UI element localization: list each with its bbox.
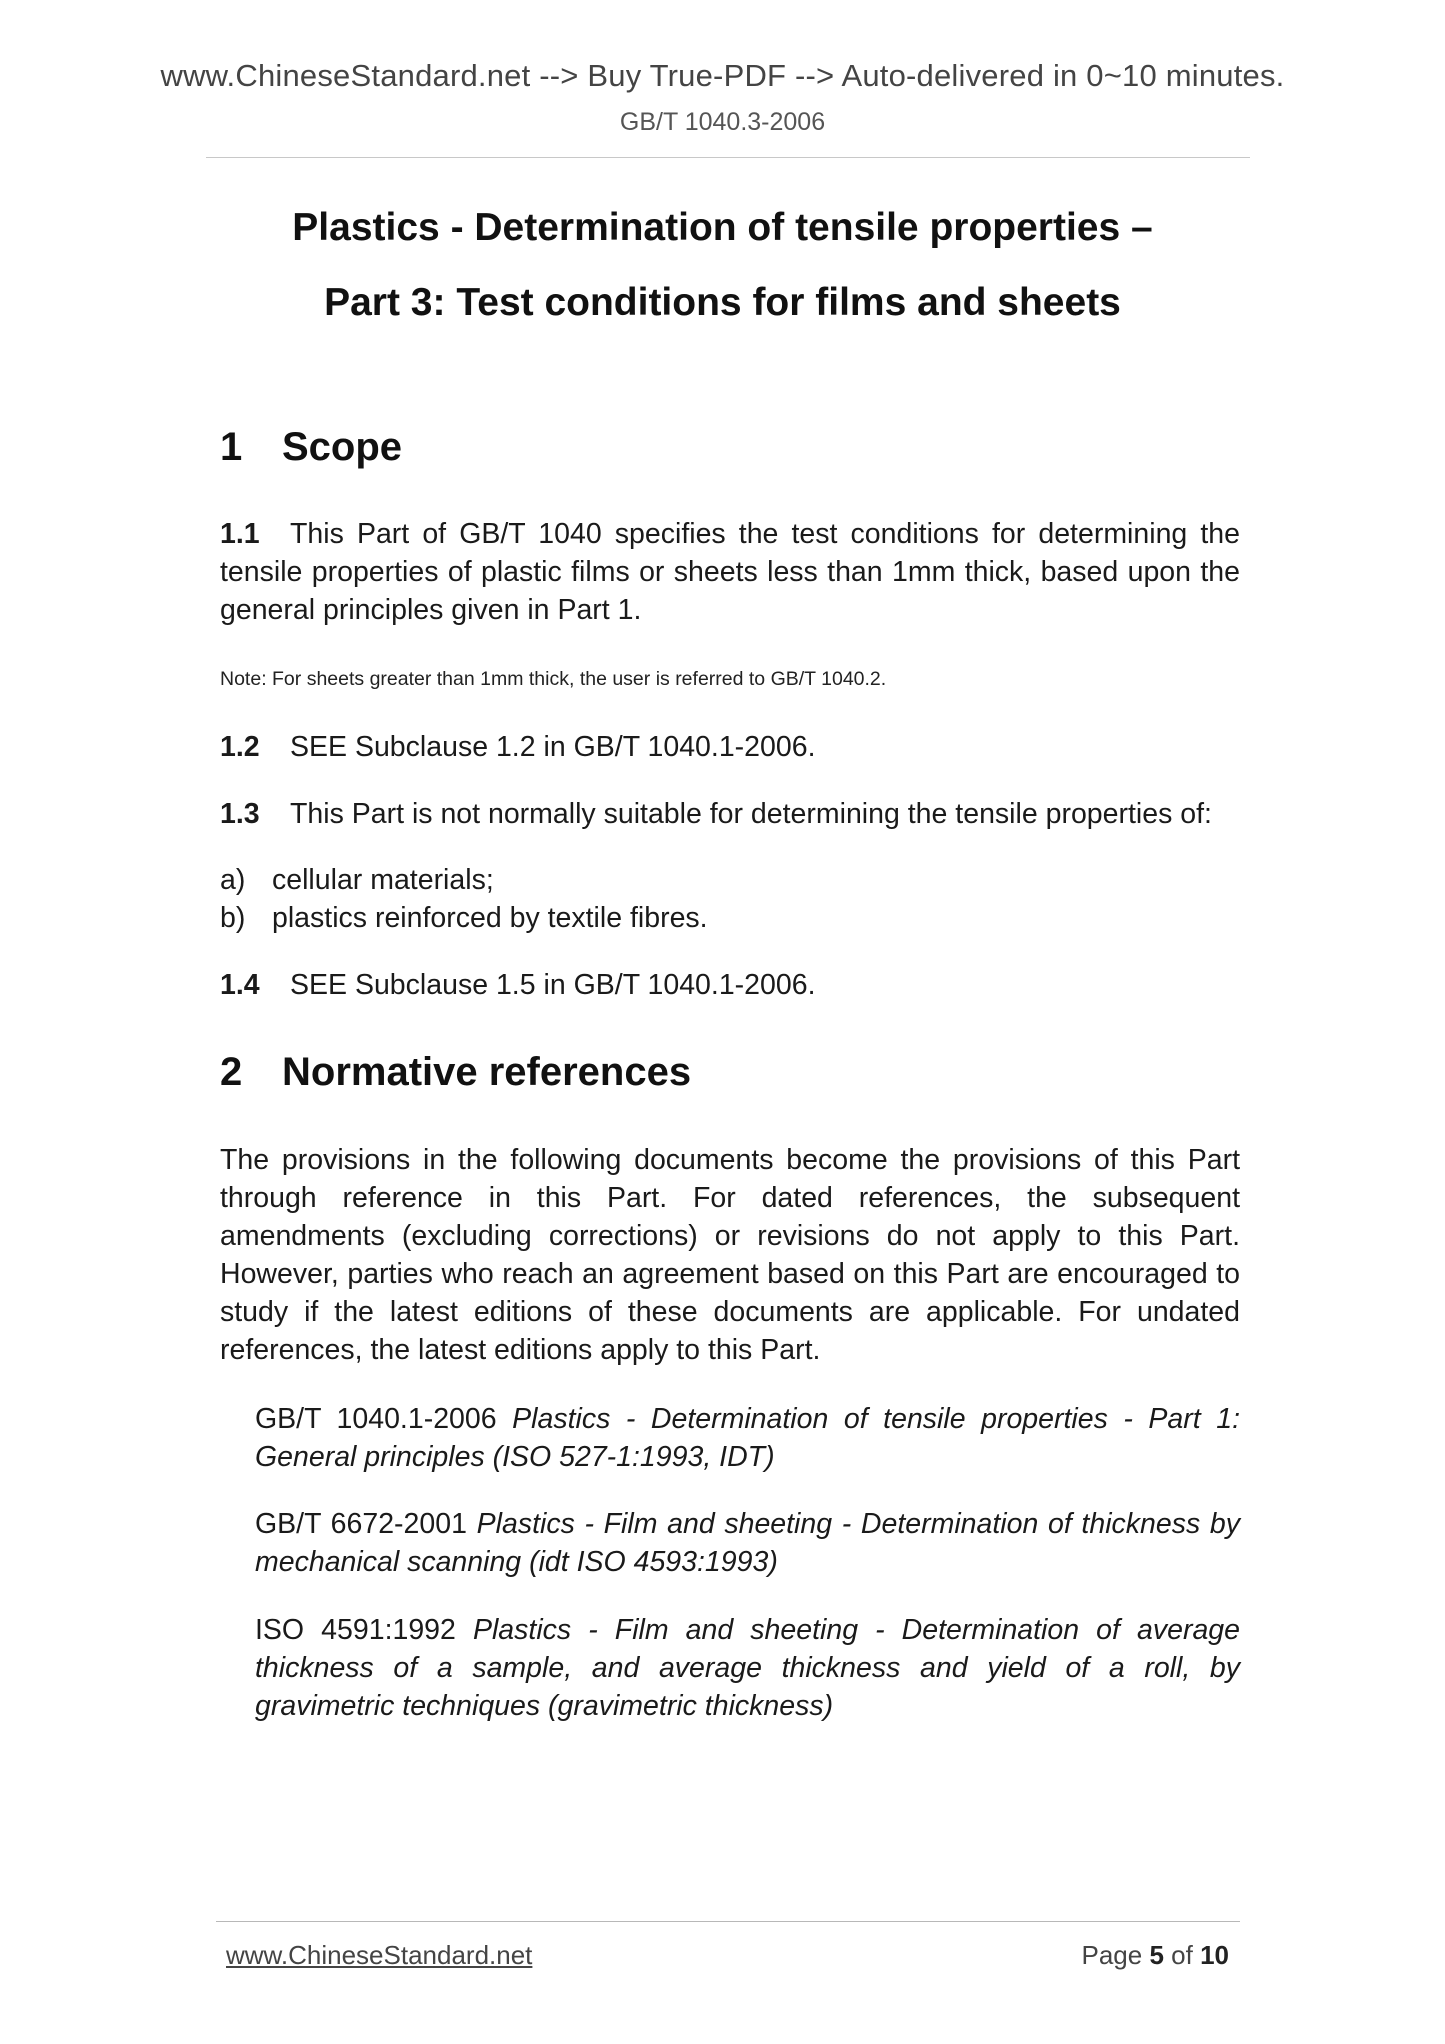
list-item xyxy=(220,861,494,899)
clause-1-1 xyxy=(220,515,1240,629)
clause-1-3-number: 1.3 xyxy=(220,798,260,830)
reference-entry xyxy=(255,1505,1240,1581)
reference-code: GB/T 1040.1-2006 xyxy=(255,1403,497,1435)
normative-intro: The provisions in the following documents become the provisions of this Part through reference in this Part. For dated references, the subsequent amendments (excluding corrections) or revisions do not apply to this Part. However, parties who reach an agreement based on this Part are encouraged to study if the latest editions of these documents are applicable. For undated references, the latest editions apply to this Part. xyxy=(220,1144,1240,1366)
clause-1-4-number: 1.4 xyxy=(220,969,260,1001)
document-title-line2: Part 3: Test conditions for films and sheets xyxy=(324,281,1121,324)
scope-note: Note: For sheets greater than 1mm thick, the user is referred to GB/T 1040.2. xyxy=(220,668,887,690)
footer-divider xyxy=(216,1921,1240,1922)
page-of: of xyxy=(1171,1940,1193,1970)
clause-1-1-text: This Part of GB/T 1040 specifies the test conditions for determining the tensile properties of plastic films or sheets less than 1mm thick, based upon the general principles given in Part 1. xyxy=(220,518,1240,626)
section-1-heading xyxy=(220,425,402,470)
clause-1-2 xyxy=(220,728,1240,766)
list-item-mark: b) xyxy=(220,902,246,934)
header-banner: www.ChineseStandard.net --> Buy True-PDF --> Auto-delivered in 0~10 minutes. xyxy=(160,58,1285,93)
page-indicator xyxy=(1081,1940,1229,1971)
header-divider xyxy=(206,157,1250,158)
reference-entry xyxy=(255,1611,1240,1725)
list-item-text: cellular materials; xyxy=(272,864,494,896)
list-item xyxy=(220,899,708,937)
clause-1-2-text: SEE Subclause 1.2 in GB/T 1040.1-2006. xyxy=(290,731,816,763)
clause-1-3 xyxy=(220,795,1240,833)
section-1-title: Scope xyxy=(282,425,403,469)
document-title-line1: Plastics - Determination of tensile properties – xyxy=(292,206,1153,249)
standard-number: GB/T 1040.3-2006 xyxy=(619,108,826,136)
section-2-title: Normative references xyxy=(282,1050,692,1094)
page-current: 5 xyxy=(1149,1940,1164,1970)
reference-entry xyxy=(255,1400,1240,1476)
section-2-heading xyxy=(220,1050,691,1095)
clause-1-4 xyxy=(220,966,1240,1004)
reference-code: GB/T 6672-2001 xyxy=(255,1508,467,1540)
reference-title: Plastics - Determination of tensile properties - Part 1: General principles (ISO 527-1:1993, IDT) xyxy=(255,1403,1240,1473)
list-item-text: plastics reinforced by textile fibres. xyxy=(272,902,708,934)
clause-1-1-number: 1.1 xyxy=(220,518,260,550)
page-total: 10 xyxy=(1200,1940,1229,1970)
page-prefix: Page xyxy=(1081,1940,1143,1970)
reference-code: ISO 4591:1992 xyxy=(255,1614,456,1646)
reference-title: Plastics - Film and sheeting - Determination of average thickness of a sample, and average thickness and yield of a roll, by gravimetric techniques (gravimetric thickness) xyxy=(255,1614,1240,1722)
clause-1-4-text: SEE Subclause 1.5 in GB/T 1040.1-2006. xyxy=(290,969,816,1001)
reference-title: Plastics - Film and sheeting - Determination of thickness by mechanical scanning (idt ISO 4593:1993) xyxy=(255,1508,1241,1578)
section-1-number: 1 xyxy=(220,425,243,469)
section-2-number: 2 xyxy=(220,1050,243,1094)
clause-1-2-number: 1.2 xyxy=(220,731,260,763)
clause-1-3-text: This Part is not normally suitable for determining the tensile properties of: xyxy=(290,798,1212,830)
footer-site-link[interactable]: www.ChineseStandard.net xyxy=(226,1940,533,1970)
list-item-mark: a) xyxy=(220,864,246,896)
